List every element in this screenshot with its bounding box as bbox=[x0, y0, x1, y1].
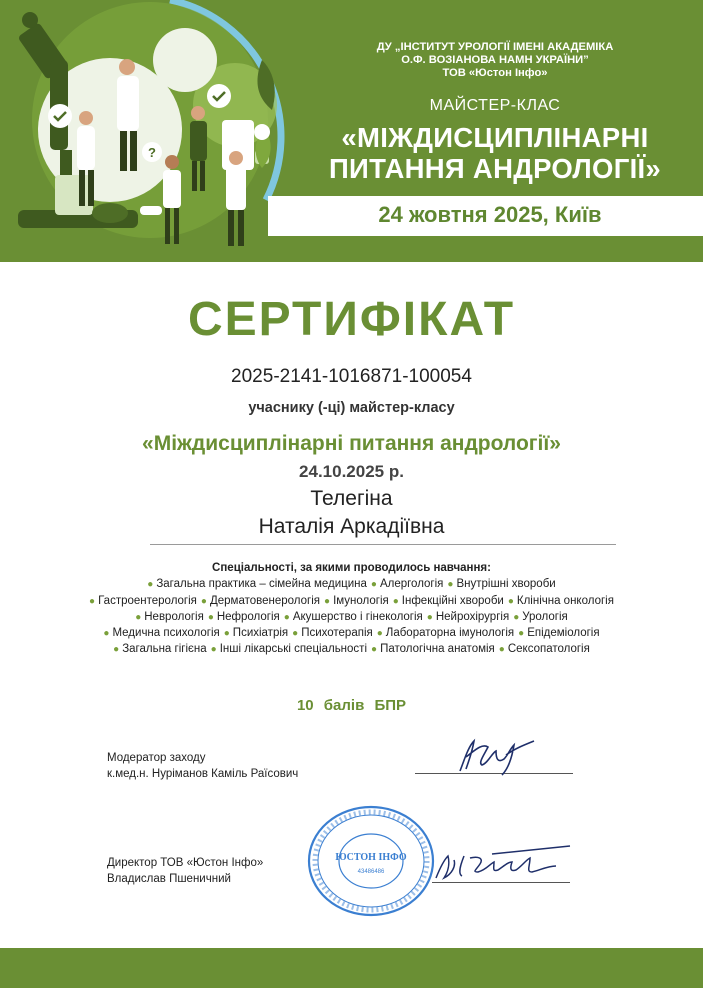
specialty-item bbox=[513, 611, 568, 623]
footer-band bbox=[0, 948, 703, 988]
specialty-item bbox=[371, 578, 444, 590]
specialty-label: Інфекційні хвороби bbox=[401, 595, 504, 607]
specialty-label: Медична психологія bbox=[112, 627, 220, 639]
specialties-line bbox=[0, 595, 703, 607]
specialty-label: Алергологія bbox=[379, 578, 444, 590]
specialty-label: Клінічна онкологія bbox=[516, 595, 614, 607]
bullet-icon: ● bbox=[135, 612, 142, 623]
bullet-icon: ● bbox=[392, 596, 399, 607]
specialty-label: Патологічна анатомія bbox=[380, 643, 495, 655]
specialty-label: Психіатрія bbox=[232, 627, 289, 639]
organizer-line-3: ТОВ «Юстон Інфо» bbox=[442, 67, 548, 79]
specialties-line bbox=[0, 611, 703, 623]
specialty-item bbox=[147, 578, 367, 590]
specialty-item bbox=[324, 595, 389, 607]
specialty-label: Дерматовенерологія bbox=[209, 595, 321, 607]
bullet-icon: ● bbox=[518, 628, 525, 639]
specialty-item bbox=[201, 595, 320, 607]
specialty-label: Загальна гігієна bbox=[122, 643, 207, 655]
director-signature bbox=[430, 842, 575, 886]
director-name: Владислав Пшеничний bbox=[107, 873, 231, 885]
bullet-icon: ● bbox=[113, 644, 120, 655]
specialty-label: Інші лікарські спеціальності bbox=[219, 643, 368, 655]
specialty-label: Неврологія bbox=[144, 611, 204, 623]
specialties-heading: Спеціальності, за якими проводилось навчання: bbox=[212, 562, 491, 574]
specialty-item bbox=[89, 595, 197, 607]
header-illustration bbox=[0, 0, 300, 262]
moderator-name: к.мед.н. Нуріманов Каміль Раїсович bbox=[107, 768, 299, 780]
event-title bbox=[292, 122, 698, 184]
bullet-icon: ● bbox=[498, 644, 505, 655]
specialty-item bbox=[377, 627, 514, 639]
moderator-signature bbox=[448, 733, 540, 777]
specialty-label: Гастроентерологія bbox=[98, 595, 197, 607]
specialty-item bbox=[224, 627, 288, 639]
bullet-icon: ● bbox=[447, 579, 454, 590]
stamp-code: 43486486 bbox=[357, 869, 385, 875]
specialty-item bbox=[103, 627, 219, 639]
specialties-line bbox=[0, 627, 703, 639]
specialty-item bbox=[518, 627, 599, 639]
event-date-place: 24 жовтня 2025, Київ bbox=[378, 202, 602, 227]
specialty-label: Психотерапія bbox=[301, 627, 373, 639]
specialty-label: Епідеміологія bbox=[527, 627, 600, 639]
specialty-item bbox=[208, 611, 280, 623]
moderator-block bbox=[107, 750, 298, 782]
specialties-line bbox=[0, 643, 703, 655]
bullet-icon: ● bbox=[207, 612, 214, 623]
certificate-number: 2025-2141-1016871-100054 bbox=[231, 366, 472, 387]
bullet-icon: ● bbox=[292, 628, 299, 639]
specialty-item bbox=[371, 643, 495, 655]
course-title: «Міждисциплінарні питання андрології» bbox=[142, 432, 561, 455]
bullet-icon: ● bbox=[223, 628, 230, 639]
participant-label: учаснику (-ці) майстер-класу bbox=[248, 400, 455, 416]
bullet-icon: ● bbox=[103, 628, 110, 639]
name-underline bbox=[150, 544, 616, 545]
specialty-item bbox=[211, 643, 367, 655]
specialty-label: Сексопатологія bbox=[507, 643, 590, 655]
specialty-label: Акушерство і гінекологія bbox=[292, 611, 423, 623]
specialty-label: Імунологія bbox=[333, 595, 389, 607]
organizer-line-2: О.Ф. ВОЗІАНОВА НАМН УКРАЇНИ” bbox=[401, 54, 589, 66]
specialty-item bbox=[284, 611, 423, 623]
specialty-item bbox=[113, 643, 206, 655]
specialty-label: Нейрохірургія bbox=[435, 611, 510, 623]
bullet-icon: ● bbox=[426, 612, 433, 623]
bullet-icon: ● bbox=[210, 644, 217, 655]
specialty-label: Нефрологія bbox=[216, 611, 280, 623]
certificate-heading: СЕРТИФІКАТ bbox=[187, 293, 516, 346]
bullet-icon: ● bbox=[370, 579, 377, 590]
stamp-center-text: ЮСТОН ІНФО bbox=[335, 852, 407, 863]
course-date: 24.10.2025 р. bbox=[299, 462, 404, 481]
specialty-item bbox=[292, 627, 373, 639]
bullet-icon: ● bbox=[200, 596, 207, 607]
bullet-icon: ● bbox=[283, 612, 290, 623]
specialty-item bbox=[499, 643, 590, 655]
recipient-surname: Телегіна bbox=[310, 487, 393, 510]
specialty-label: Урологія bbox=[522, 611, 568, 623]
bullet-icon: ● bbox=[324, 596, 331, 607]
director-block bbox=[107, 855, 263, 887]
bullet-icon: ● bbox=[89, 596, 96, 607]
bullet-icon: ● bbox=[507, 596, 514, 607]
bullet-icon: ● bbox=[513, 612, 520, 623]
specialty-item bbox=[447, 578, 555, 590]
svg-text:?: ? bbox=[148, 145, 156, 160]
specialty-label: Загальна практика – сімейна медицина bbox=[156, 578, 367, 590]
event-type: МАЙСТЕР-КЛАС bbox=[429, 97, 561, 114]
specialties-line bbox=[0, 578, 703, 590]
specialty-label: Лабораторна імунологія bbox=[385, 627, 515, 639]
specialty-item bbox=[393, 595, 504, 607]
event-title-line-1: «МІЖДИСЦИПЛІНАРНІ bbox=[341, 122, 649, 153]
specialty-item bbox=[508, 595, 614, 607]
moderator-role: Модератор заходу bbox=[107, 752, 206, 764]
bullet-icon: ● bbox=[371, 644, 378, 655]
director-role: Директор ТОВ «Юстон Інфо» bbox=[107, 857, 264, 869]
company-stamp bbox=[305, 804, 437, 918]
bullet-icon: ● bbox=[376, 628, 383, 639]
specialty-label: Внутрішні хвороби bbox=[456, 578, 556, 590]
recipient-given-names: Наталія Аркадіївна bbox=[258, 515, 445, 538]
specialty-item bbox=[427, 611, 509, 623]
specialty-item bbox=[135, 611, 204, 623]
organizer-line-1: ДУ „ІНСТИТУТ УРОЛОГІЇ ІМЕНІ АКАДЕМІКА bbox=[376, 41, 614, 53]
bullet-icon: ● bbox=[147, 579, 154, 590]
event-title-line-2: ПИТАННЯ АНДРОЛОГІЇ» bbox=[328, 153, 662, 184]
cme-points: 10 балів БПР bbox=[296, 697, 407, 714]
